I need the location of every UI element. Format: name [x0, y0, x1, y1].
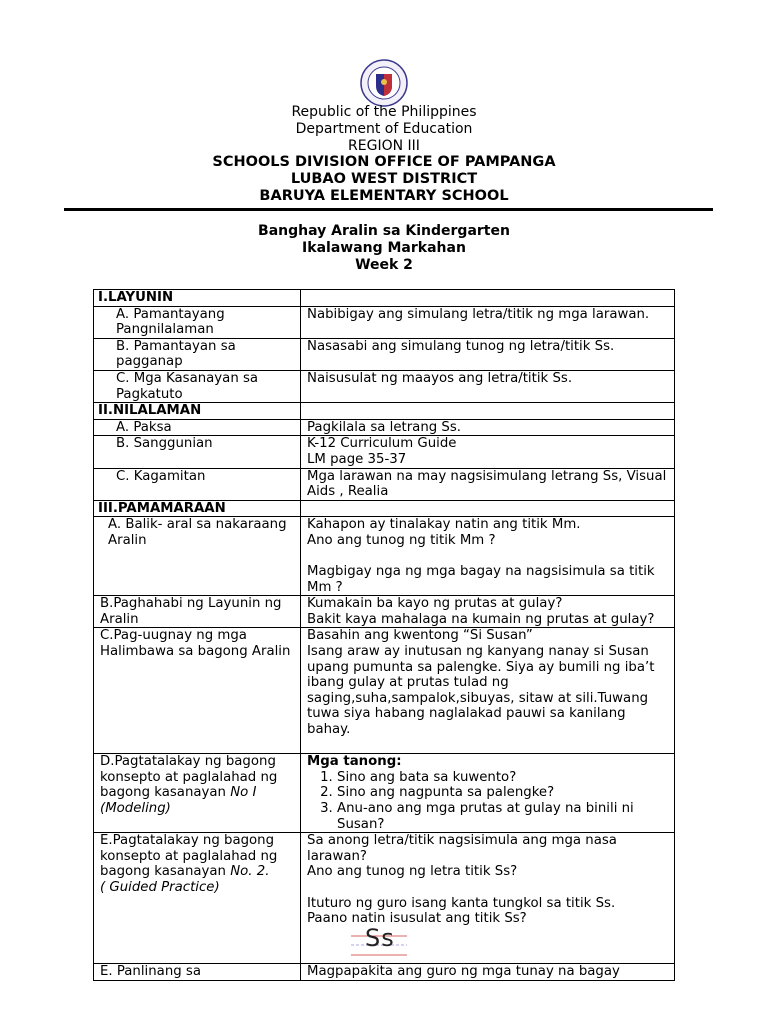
table-row	[94, 290, 675, 307]
row-label: A. Balik- aral sa nakaraang Aralin	[94, 517, 301, 596]
list-item: 2. Sino ang nagpunta sa palengke?	[337, 785, 668, 801]
row-value: Nasasabi ang simulang tunog ng letra/titik Ss.	[301, 338, 675, 370]
document-title: Banghay Aralin sa Kindergarten Ikalawang Markahan Week 2	[258, 223, 510, 273]
question-list	[307, 770, 668, 832]
row-label: E. Panlinang sa	[94, 964, 301, 981]
row-value: Mga tanong: 1. Sino ang bata sa kuwento? 2. Sino ang nagpunta sa palengke? 3. Anu-ano ang mga prutas at gulay na binili ni Susan?	[301, 754, 675, 833]
row-value: Pagkilala sa letrang Ss.	[301, 419, 675, 436]
row-value: Magpapakita ang guro ng mga tunay na bagay	[301, 964, 675, 981]
row-label: B.Paghahabi ng Layunin ng Aralin	[94, 596, 301, 628]
region-line: REGION III	[348, 138, 420, 154]
letter-ss-image: Ss	[365, 923, 395, 952]
table-row	[94, 596, 675, 628]
row-value: Nabibigay ang simulang letra/titik ng mga larawan.	[301, 306, 675, 338]
table-row	[94, 403, 675, 420]
lesson-plan-table	[93, 289, 675, 981]
row-value: Kahapon ay tinalakay natin ang titik Mm. Ano ang tunog ng titik Mm ? Magbigay nga ng mga bagay na nagsisimula sa titik Mm ?	[301, 517, 675, 596]
table-row	[94, 500, 675, 517]
list-item: 3. Anu-ano ang mga prutas at gulay na binili ni Susan?	[337, 801, 668, 832]
table-row	[94, 306, 675, 338]
table-row	[94, 964, 675, 981]
row-value: K-12 Curriculum Guide LM page 35-37	[301, 436, 675, 468]
row-label: B. Sanggunian	[94, 436, 301, 468]
table-row	[94, 628, 675, 754]
row-label: C. Kagamitan	[94, 468, 301, 500]
row-value: Mga larawan na may nagsisimulang letrang Ss, Visual Aids , Realia	[301, 468, 675, 500]
header-divider	[64, 208, 713, 211]
row-label: C.Pag-uugnay ng mga Halimbawa sa bagong Aralin	[94, 628, 301, 754]
row-label: C. Mga Kasanayan sa Pagkatuto	[94, 370, 301, 402]
deped-seal-logo	[352, 58, 416, 108]
row-value: Sa anong letra/titik nagsisimula ang mga nasa larawan? Ano ang tunog ng letra titik Ss? Ituturo ng guro isang kanta tungkol sa titik Ss. Paano natin isusulat ang titik Ss? Ss	[301, 833, 675, 964]
table-row	[94, 419, 675, 436]
row-label: E.Pagtatalakay ng bagong konsepto at paglalahad ng bagong kasanayan No. 2. ( Guided Practice)	[94, 833, 301, 964]
table-row	[94, 517, 675, 596]
school-line: BARUYA ELEMENTARY SCHOOL	[259, 188, 509, 204]
row-value: Kumakain ba kayo ng prutas at gulay? Bakit kaya mahalaga na kumain ng prutas at gulay?	[301, 596, 675, 628]
section-heading: III.PAMAMARAAN	[94, 500, 301, 517]
table-row	[94, 338, 675, 370]
department-line: Department of Education	[295, 121, 473, 137]
row-label: D.Pagtatalakay ng bagong konsepto at paglalahad ng bagong kasanayan No I (Modeling)	[94, 754, 301, 833]
section-heading: II.NILALAMAN	[94, 403, 301, 420]
row-label: A. Paksa	[94, 419, 301, 436]
district-line: LUBAO WEST DISTRICT	[290, 171, 478, 187]
division-line: SCHOOLS DIVISION OFFICE OF PAMPANGA	[212, 154, 556, 170]
table-row	[94, 436, 675, 468]
row-value: Naisusulat ng maayos ang letra/titik Ss.	[301, 370, 675, 402]
table-row	[94, 468, 675, 500]
row-label: B. Pamantayan sa pagganap	[94, 338, 301, 370]
section-heading: I.LAYUNIN	[94, 290, 301, 307]
table-row	[94, 754, 675, 833]
row-value: Basahin ang kwentong “Si Susan” Isang araw ay inutusan ng kanyang nanay si Susan upang pumunta sa palengke. Siya ay bumili ng iba’t ibang gulay at prutas tulad ng saging,suha,sampalok,sibuyas, sitaw at sili.Tuwang tuwa siya habang naglalakad pauwi sa kanilang bahay.	[301, 628, 675, 754]
table-row	[94, 833, 675, 964]
table-row	[94, 370, 675, 402]
row-label: A. Pamantayang Pangnilalaman	[94, 306, 301, 338]
republic-line: Republic of the Philippines	[291, 104, 477, 120]
list-item: 1. Sino ang bata sa kuwento?	[337, 770, 668, 786]
